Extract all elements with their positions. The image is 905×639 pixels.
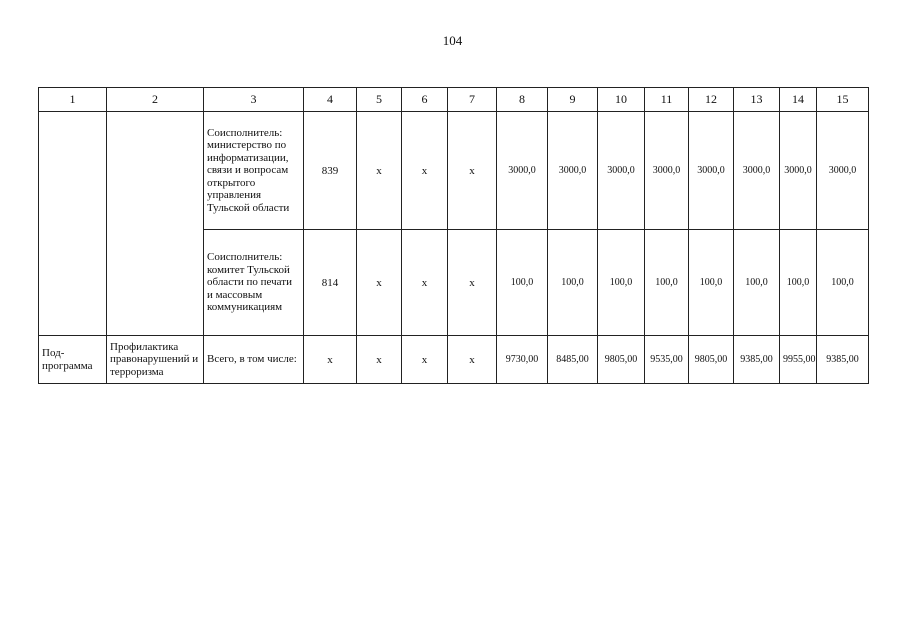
x-cell: x xyxy=(402,336,448,384)
column-number: 8 xyxy=(497,88,548,112)
executor-cell: Соисполнитель: министерство по информатизации, связи и вопросам открытого управления Тульской области xyxy=(204,112,304,230)
column-number: 5 xyxy=(357,88,402,112)
value-cell: 9535,00 xyxy=(645,336,689,384)
value-cell: 9730,00 xyxy=(497,336,548,384)
value-cell: 3000,0 xyxy=(548,112,598,230)
column-number-row xyxy=(39,88,869,112)
x-cell: x xyxy=(448,230,497,336)
table-row xyxy=(39,112,869,230)
column-number: 12 xyxy=(689,88,734,112)
budget-table xyxy=(38,87,869,384)
column-number: 15 xyxy=(817,88,869,112)
value-cell: 3000,0 xyxy=(734,112,780,230)
program-name-cell xyxy=(107,112,204,336)
column-number: 6 xyxy=(402,88,448,112)
code-cell: 814 xyxy=(304,230,357,336)
x-cell: x xyxy=(357,112,402,230)
value-cell: 9805,00 xyxy=(598,336,645,384)
column-number: 13 xyxy=(734,88,780,112)
value-cell: 9955,00 xyxy=(780,336,817,384)
page-number: 104 xyxy=(442,33,463,48)
value-cell: 100,0 xyxy=(645,230,689,336)
value-cell: 9805,00 xyxy=(689,336,734,384)
column-number: 14 xyxy=(780,88,817,112)
x-cell: x xyxy=(357,336,402,384)
x-cell: x xyxy=(304,336,357,384)
column-number: 9 xyxy=(548,88,598,112)
column-number: 10 xyxy=(598,88,645,112)
value-cell: 100,0 xyxy=(548,230,598,336)
executor-cell: Всего, в том числе: xyxy=(204,336,304,384)
value-cell: 3000,0 xyxy=(689,112,734,230)
value-cell: 100,0 xyxy=(817,230,869,336)
value-cell: 9385,00 xyxy=(734,336,780,384)
value-cell: 100,0 xyxy=(497,230,548,336)
value-cell: 100,0 xyxy=(689,230,734,336)
value-cell: 3000,0 xyxy=(780,112,817,230)
x-cell: x xyxy=(357,230,402,336)
value-cell: 9385,00 xyxy=(817,336,869,384)
program-name-cell: Профилактика правонарушений и терроризма xyxy=(107,336,204,384)
column-number: 7 xyxy=(448,88,497,112)
executor-cell: Соисполнитель: комитет Тульской области по печати и массовым коммуникациям xyxy=(204,230,304,336)
column-number: 11 xyxy=(645,88,689,112)
x-cell: x xyxy=(402,230,448,336)
x-cell: x xyxy=(448,112,497,230)
value-cell: 8485,00 xyxy=(548,336,598,384)
column-number: 3 xyxy=(204,88,304,112)
value-cell: 100,0 xyxy=(734,230,780,336)
column-number: 2 xyxy=(107,88,204,112)
value-cell: 3000,0 xyxy=(598,112,645,230)
column-number: 1 xyxy=(39,88,107,112)
value-cell: 100,0 xyxy=(598,230,645,336)
section-cell xyxy=(39,112,107,336)
x-cell: x xyxy=(402,112,448,230)
value-cell: 3000,0 xyxy=(817,112,869,230)
table-row xyxy=(39,336,869,384)
column-number: 4 xyxy=(304,88,357,112)
value-cell: 100,0 xyxy=(780,230,817,336)
value-cell: 3000,0 xyxy=(645,112,689,230)
x-cell: x xyxy=(448,336,497,384)
value-cell: 3000,0 xyxy=(497,112,548,230)
code-cell: 839 xyxy=(304,112,357,230)
section-cell: Под-программа xyxy=(39,336,107,384)
